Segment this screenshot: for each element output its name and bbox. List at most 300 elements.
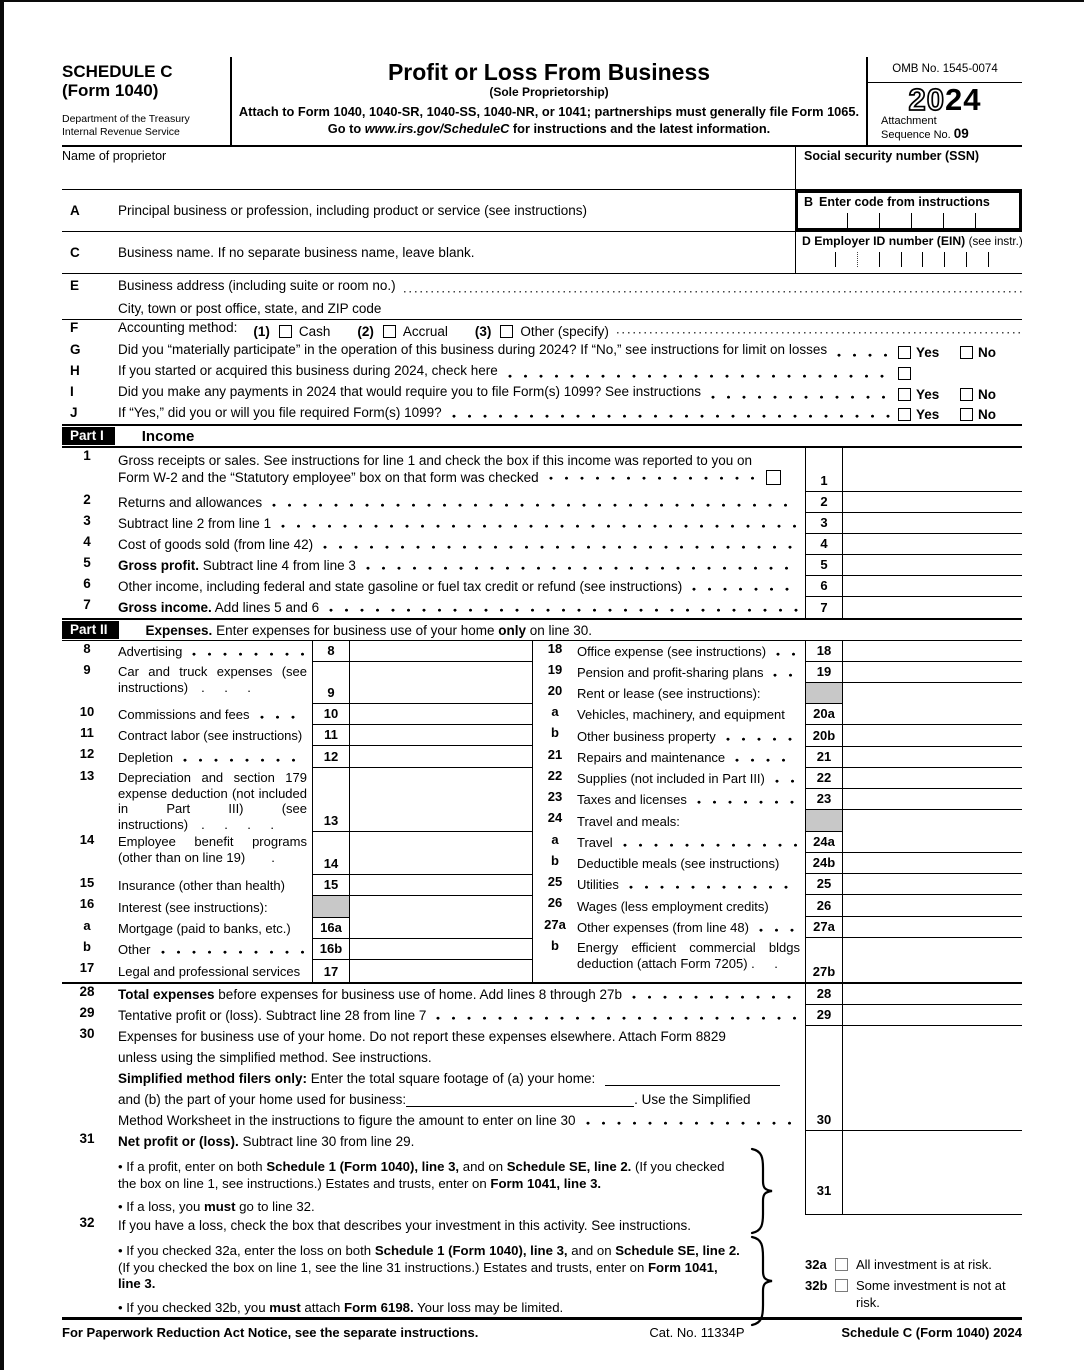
business-name-field[interactable] [62,232,795,273]
line-24a-label: Travel [577,832,805,853]
line-29-amount-field[interactable] [843,1005,1022,1026]
line-letter: b [83,939,91,954]
line-c-label: Business name. If no separate business name, leave blank. [118,245,475,260]
line-20a-label: Vehicles, machinery, and equipment [577,707,785,722]
line-28-label: Total expenses before expenses for business use of home. Add lines 8 through 27b [118,984,805,1005]
line-9-label: Car and truck expenses (see instructions) . . . [118,664,307,695]
line-20a-box: 20a [805,704,843,725]
other-method-label: Other (specify) [520,323,609,339]
line-20-label: Rent or lease (see instructions): [577,686,761,701]
line-32b-label: Some investment is not at risk. [856,1278,1006,1310]
at-risk-options [805,1215,1022,1317]
line-17-label: Legal and professional services [118,963,301,979]
ein-digit-cells[interactable] [814,252,1010,267]
line-number: 14 [79,832,95,847]
line-3-box: 3 [805,513,843,534]
line-16b-amount-field[interactable] [350,939,533,960]
ssn-field[interactable] [795,147,1022,189]
line-6-row [62,576,1022,597]
j-yes-checkbox[interactable] [898,408,911,421]
line-26-box: 26 [805,895,843,917]
line-number: 10 [79,704,95,719]
line-11-box: 11 [312,725,350,746]
option-3-number: (3) [474,323,492,339]
city-state-zip-label: City, town or post office, state, and ZIP code [118,301,382,316]
part2-header [62,620,1022,641]
part1-title: Income [141,427,195,445]
ssn-label: Social security number (SSN) [804,149,980,163]
cash-checkbox[interactable] [279,325,292,338]
line-20b-amount-field[interactable] [843,725,1022,747]
line-number: 27a [544,917,566,932]
i-yes-checkbox[interactable] [898,388,911,401]
line-number: 21 [547,747,563,762]
line-8-box: 8 [312,641,350,662]
line-15-amount-field[interactable] [350,875,533,896]
line-number: 26 [547,895,563,910]
line-letter: b [551,725,559,740]
i-yes-label: Yes [916,387,940,402]
row-i [62,384,1022,405]
line-18-label: Office expense (see instructions) [577,641,805,662]
line-28-amount-field[interactable] [843,984,1022,1005]
line-3-amount-field[interactable] [843,513,1022,534]
attach-instruction: Attach to Form 1040, 1040-SR, 1040-SS, 1040-NR, or 1041; partnerships must generally file Form 1065. [238,104,860,119]
dot-leader [632,995,799,1000]
line-j-label: If “Yes,” did you or will you file required Form(s) 1099? [118,405,442,420]
row-f [62,320,1022,342]
line-letter: a [551,704,559,719]
line-number: 7 [83,597,91,612]
part2-left-column [62,641,533,982]
j-yes-label: Yes [916,407,940,422]
dot-leader [260,715,305,720]
line-31-label: Net profit or (loss). Subtract line 30 from line 29. • If a profit, enter on both Schedule 1 (Form 1040), line 3, and on Schedule SE, line 2. (If you checked the box on line 1, see instructions.) Estates and trusts, enter on Form 1041, line 3. • If a loss, you must go to line 32. [118,1131,805,1215]
line-g-label: Did you “materially participate” in the operation of this business during 2024? If “No,” see instructions for limit on losses [118,342,828,357]
dot-leader [329,608,799,613]
line-23-box: 23 [805,789,843,810]
line-27a-box: 27a [805,917,843,938]
dot-leader [192,652,304,657]
line-16-shaded-box [312,896,350,918]
line-d-note: (see instr.) [968,235,1023,248]
dot-leader [773,673,797,678]
line-2-box: 2 [805,492,843,513]
line-number: 28 [79,984,95,999]
line-25-box: 25 [805,874,843,895]
line-12-box: 12 [312,746,350,768]
row-h [62,363,1022,384]
line-number: 15 [79,875,95,890]
line-9-amount-field[interactable] [350,662,533,704]
line-22-label: Supplies (not included in Part III) [577,768,805,789]
row-e [62,274,1022,320]
name-ssn-row [62,147,1022,190]
letter-h: H [70,363,80,378]
line-24a-box: 24a [805,832,843,853]
line-1-box: 1 [805,448,843,492]
line-7-box: 7 [805,597,843,618]
line-24b-amount-field[interactable] [843,853,1022,874]
line-29-label: Tentative profit or (loss). Subtract line 28 from line 7 [118,1005,805,1026]
line-letter: a [83,918,91,933]
line-18-amount-field[interactable] [843,641,1022,662]
form-subtitle: (Sole Proprietorship) [489,85,609,99]
line-25-amount-field[interactable] [843,874,1022,895]
dot-leader [586,1121,795,1126]
line-31-amount-field[interactable] [843,1131,1022,1215]
line-27b-label: Energy efficient commercial bldgs deduction (attach Form 7205) . . [577,940,800,971]
dot-leader [281,524,799,529]
line-letter: b [551,938,559,953]
form-header [62,57,1022,147]
line-number: 5 [83,555,91,570]
line-19-label: Pension and profit-sharing plans [577,662,805,683]
line-number: 23 [547,789,563,804]
line-15-box: 15 [312,875,350,896]
sequence-label: Sequence No. 09 [881,125,969,141]
line-3-row [62,513,1022,534]
line-22-box: 22 [805,768,843,789]
form-title-block [230,57,868,145]
line-20b-label: Other business property [577,725,805,747]
principal-business-field[interactable] [62,190,795,231]
i-no-checkbox[interactable] [960,388,973,401]
g-no-label: No [978,345,996,360]
line-16-amount-field [350,896,533,918]
dot-leader [323,545,799,550]
tax-year: 2024 [908,82,982,117]
line-29-box: 29 [805,1005,843,1026]
line-number: 2 [83,492,91,507]
line-24-shaded-box [805,810,843,832]
row-a-b [62,190,1022,232]
line-12-amount-field[interactable] [350,746,533,768]
dot-leader [508,374,892,379]
line-22-amount-field[interactable] [843,768,1022,789]
part2-title: Expenses. Enter expenses for business use of your home only on line 30. [145,622,593,638]
business-address-field[interactable] [404,279,1022,293]
dot-leader [776,652,797,657]
line-letter: a [551,832,559,847]
line-number: 6 [83,576,91,591]
dot-leader [366,566,799,571]
business-sqft-field[interactable] [406,1092,634,1107]
line-2-row [62,492,1022,513]
line-12-label: Depletion [118,746,312,768]
omb-block [868,57,1022,145]
line-d-label: Employer ID number (EIN) [814,234,966,248]
line-number: 4 [83,534,91,549]
form-id-block [62,57,230,145]
line-5-box: 5 [805,555,843,576]
page-footer [62,1317,1022,1340]
dot-leader [161,950,304,955]
line-24-label: Travel and meals: [577,813,680,829]
line-9-box: 9 [312,662,350,704]
all-investment-at-risk-checkbox[interactable] [835,1258,848,1271]
line-20a-amount-field[interactable] [843,704,1022,725]
line-21-label: Repairs and maintenance [577,747,805,768]
line-21-amount-field[interactable] [843,747,1022,768]
line-2-amount-field[interactable] [843,492,1022,513]
part1-grid [62,448,1022,620]
dot-leader [272,503,799,508]
line-10-label: Commissions and fees [118,704,312,725]
letter-g: G [70,342,81,357]
line-13-box: 13 [312,768,350,832]
letter-d: D [802,234,811,248]
line-30-row [62,1026,1022,1131]
business-code-box[interactable] [795,190,1022,231]
schedule-name: SCHEDULE C [62,62,173,81]
line-26-amount-field[interactable] [843,895,1022,917]
line-number: 22 [547,768,563,783]
line-20-shaded-box [805,683,843,704]
line-30-box: 30 [805,1026,843,1131]
line-6-amount-field[interactable] [843,576,1022,597]
line-23-label: Taxes and licenses [577,789,805,810]
line-number: 31 [79,1131,95,1146]
line-32-brace [749,1235,775,1327]
catalog-number: Cat. No. 11334P [649,1325,745,1340]
ein-box[interactable] [795,232,1022,273]
line-number: 12 [79,746,95,761]
letter-f: F [70,320,79,335]
goto-instruction: Go to www.irs.gov/ScheduleC for instructions and the latest information. [327,121,771,136]
line-5-label: Gross profit. Subtract line 4 from line 3 [118,555,805,576]
line-32b-number: 32b [805,1278,828,1293]
sequence-number: 09 [953,125,969,141]
line-32a-label: All investment is at risk. [856,1257,992,1272]
dot-leader [759,928,797,933]
cash-label: Cash [298,323,331,339]
line-25-label: Utilities [577,874,805,895]
line-27b-box: 27b [805,938,843,982]
line-6-box: 6 [805,576,843,597]
line-number: 30 [79,1026,95,1041]
line-30-label: Expenses for business use of your home. Do not report these expenses elsewhere. Attach Form 8829 unless using the simplified method. See instructions. Simplified method filers only: Enter the total square footage of (a) your home: and (b) the part of your home used for business: . Use the Simplified Method Worksheet in the instructions to figure the amount to enter on line 30 [118,1026,805,1131]
line-27a-label: Other expenses (from line 48) [577,917,805,938]
g-yes-label: Yes [916,345,940,360]
j-no-checkbox[interactable] [960,408,973,421]
letter-j: J [70,405,78,420]
dot-leader [735,758,797,763]
line-h-label: If you started or acquired this business during 2024, check here [118,363,498,378]
dot-leader [629,885,797,890]
line-5-amount-field[interactable] [843,555,1022,576]
line-17-box: 17 [312,960,350,982]
statutory-employee-checkbox[interactable] [766,470,781,485]
line-24-amount-field [843,810,1022,832]
line-8-label: Advertising [118,641,312,662]
line-14-label: Employee benefit programs (other than on line 19) . [118,834,307,865]
line-1-amount-field[interactable] [843,448,1022,492]
letter-a: A [70,203,80,218]
line-16a-label: Mortgage (paid to banks, etc.) [118,921,291,936]
line-28-row [62,984,1022,1005]
line-14-box: 14 [312,832,350,875]
line-7-row [62,597,1022,618]
line-7-amount-field[interactable] [843,597,1022,618]
letter-i: I [70,384,74,399]
part1-header [62,426,1022,448]
line-24b-label: Deductible meals (see instructions) [577,856,780,871]
line-number: 1 [83,448,91,463]
accounting-method-label: Accounting method: [118,320,238,335]
line-15-label: Insurance (other than health) [118,878,285,893]
line-32a-number: 32a [805,1257,827,1272]
line-number: 3 [83,513,91,528]
accrual-checkbox[interactable] [383,325,396,338]
line-26-label: Wages (less employment credits) [577,898,769,914]
g-no-checkbox[interactable] [960,346,973,359]
dot-leader [775,779,797,784]
other-method-specify-field[interactable] [617,320,1022,334]
dot-leader [436,1016,799,1021]
line-16a-amount-field[interactable] [350,918,533,939]
line-16b-label: Other [118,939,312,960]
line-23-amount-field[interactable] [843,789,1022,810]
option-1-number: (1) [253,323,270,339]
line-27a-amount-field[interactable] [843,917,1022,938]
part2-right-column [537,641,1022,982]
line-24a-amount-field[interactable] [843,832,1022,853]
dot-leader [692,587,799,592]
line-10-amount-field[interactable] [350,704,533,725]
line-16a-box: 16a [312,918,350,939]
part1-tag: Part I [62,427,115,445]
line-number: 18 [547,641,563,656]
line-18-box: 18 [805,641,843,662]
paperwork-notice: For Paperwork Reduction Act Notice, see the separate instructions. [62,1325,479,1340]
option-2-number: (2) [357,323,374,339]
line-number: 13 [79,768,95,783]
dept-treasury: Department of the Treasury [62,113,190,125]
line-a-label: Principal business or profession, including product or service (see instructions) [118,203,587,218]
business-code-digit-cells[interactable] [816,213,1007,228]
line-number: 32 [79,1215,95,1230]
line-7-label: Gross income. Add lines 5 and 6 [118,597,805,618]
line-30-amount-field[interactable] [843,1026,1022,1131]
row-c-d [62,232,1022,274]
line-number: 24 [547,810,563,825]
line-b-label: Enter code from instructions [819,195,990,209]
dot-leader [726,737,797,742]
accrual-label: Accrual [402,323,448,339]
line-28-box: 28 [805,984,843,1005]
line-16-label: Interest (see instructions): [118,899,268,915]
dot-leader [452,414,892,419]
line-14-amount-field[interactable] [350,832,533,875]
line-17-amount-field[interactable] [350,960,533,982]
part2-tag: Part II [62,621,119,639]
line-number: 25 [547,874,563,889]
line-16b-box: 16b [312,939,350,960]
line-number: 17 [79,960,95,975]
line-number: 20 [547,683,563,698]
i-no-label: No [978,387,996,402]
form-number: (Form 1040) [62,81,159,100]
line-number: 9 [83,662,91,677]
dot-leader [711,395,892,400]
home-sqft-field[interactable] [605,1071,780,1086]
line-1-row [62,448,1022,492]
line-20-amount-field [843,683,1022,704]
line-6-label: Other income, including federal and state gasoline or fuel tax credit or refund (see instructions) [118,576,805,597]
h-checkbox[interactable] [898,367,911,380]
line-20b-box: 20b [805,725,843,747]
line-2-label: Returns and allowances [118,492,805,513]
g-yes-checkbox[interactable] [898,346,911,359]
irs-label: Internal Revenue Service [62,126,180,138]
line-24b-box: 24b [805,853,843,874]
dot-leader [837,353,892,358]
row-j [62,405,1022,426]
line-number: 16 [79,896,95,911]
line-4-row [62,534,1022,555]
line-10-box: 10 [312,704,350,725]
line-number: 8 [83,641,91,656]
some-investment-not-at-risk-checkbox[interactable] [835,1279,848,1292]
line-31-row [62,1131,1022,1215]
line-number: 29 [79,1005,95,1020]
line-13-amount-field[interactable] [350,768,533,832]
line-19-box: 19 [805,662,843,683]
line-number: 19 [547,662,563,677]
letter-b: B [804,195,814,209]
line-number: 11 [80,725,94,740]
attachment-label: Attachment [881,115,937,127]
line-11-label: Contract labor (see instructions) [118,728,303,743]
line-i-label: Did you make any payments in 2024 that would require you to file Form(s) 1099? See instructions [118,384,702,399]
dot-leader [623,843,797,848]
line-27b-amount-field[interactable] [843,938,1022,982]
line-4-box: 4 [805,534,843,555]
letter-e: E [70,278,80,293]
line-8-amount-field[interactable] [350,641,533,662]
line-31-box: 31 [805,1131,843,1215]
line-19-amount-field[interactable] [843,662,1022,683]
name-label: Name of proprietor [62,149,167,163]
line-32-row [62,1215,1022,1317]
form-footer-id: Schedule C (Form 1040) 2024 [841,1325,1022,1340]
line-21-box: 21 [805,747,843,768]
line-1-label: Gross receipts or sales. See instructions for line 1 and check the box if this income was reported to you on Form W-2 and the “Statutory employee” box on that form was checked [118,448,805,492]
line-4-label: Cost of goods sold (from line 42) [118,534,805,555]
form-title: Profit or Loss From Business [387,59,711,85]
business-address-label: Business address (including suite or room no.) [118,278,396,293]
part2-grid [62,641,1022,984]
j-no-label: No [978,407,996,422]
other-method-checkbox[interactable] [500,325,513,338]
dot-leader [549,476,760,481]
line-32-label: If you have a loss, check the box that describes your investment in this activity. See instructions. • If you checked 32a, enter the loss on both Schedule 1 (Form 1040), line 3, and on Schedule SE, line 2. (If you checked the box on line 1, see the line 31 instructions.) Estates and trusts, enter on Form 1041, line 3. • If you checked 32b, you must attach Form 6198. Your loss may be limited. [118,1215,805,1317]
omb-number: OMB No. 1545-0074 [868,57,1022,83]
dot-leader [183,758,304,763]
line-11-amount-field[interactable] [350,725,533,746]
row-g [62,342,1022,363]
line-letter: b [551,853,559,868]
dot-leader [697,800,797,805]
line-4-amount-field[interactable] [843,534,1022,555]
line-3-label: Subtract line 2 from line 1 [118,513,805,534]
line-5-row [62,555,1022,576]
letter-c: C [70,245,80,260]
line-13-label: Depreciation and section 179 expense deduction (not included in Part III) (see instructions) . . . . [118,770,307,832]
line-29-row [62,1005,1022,1026]
name-of-proprietor-field[interactable] [62,147,795,189]
